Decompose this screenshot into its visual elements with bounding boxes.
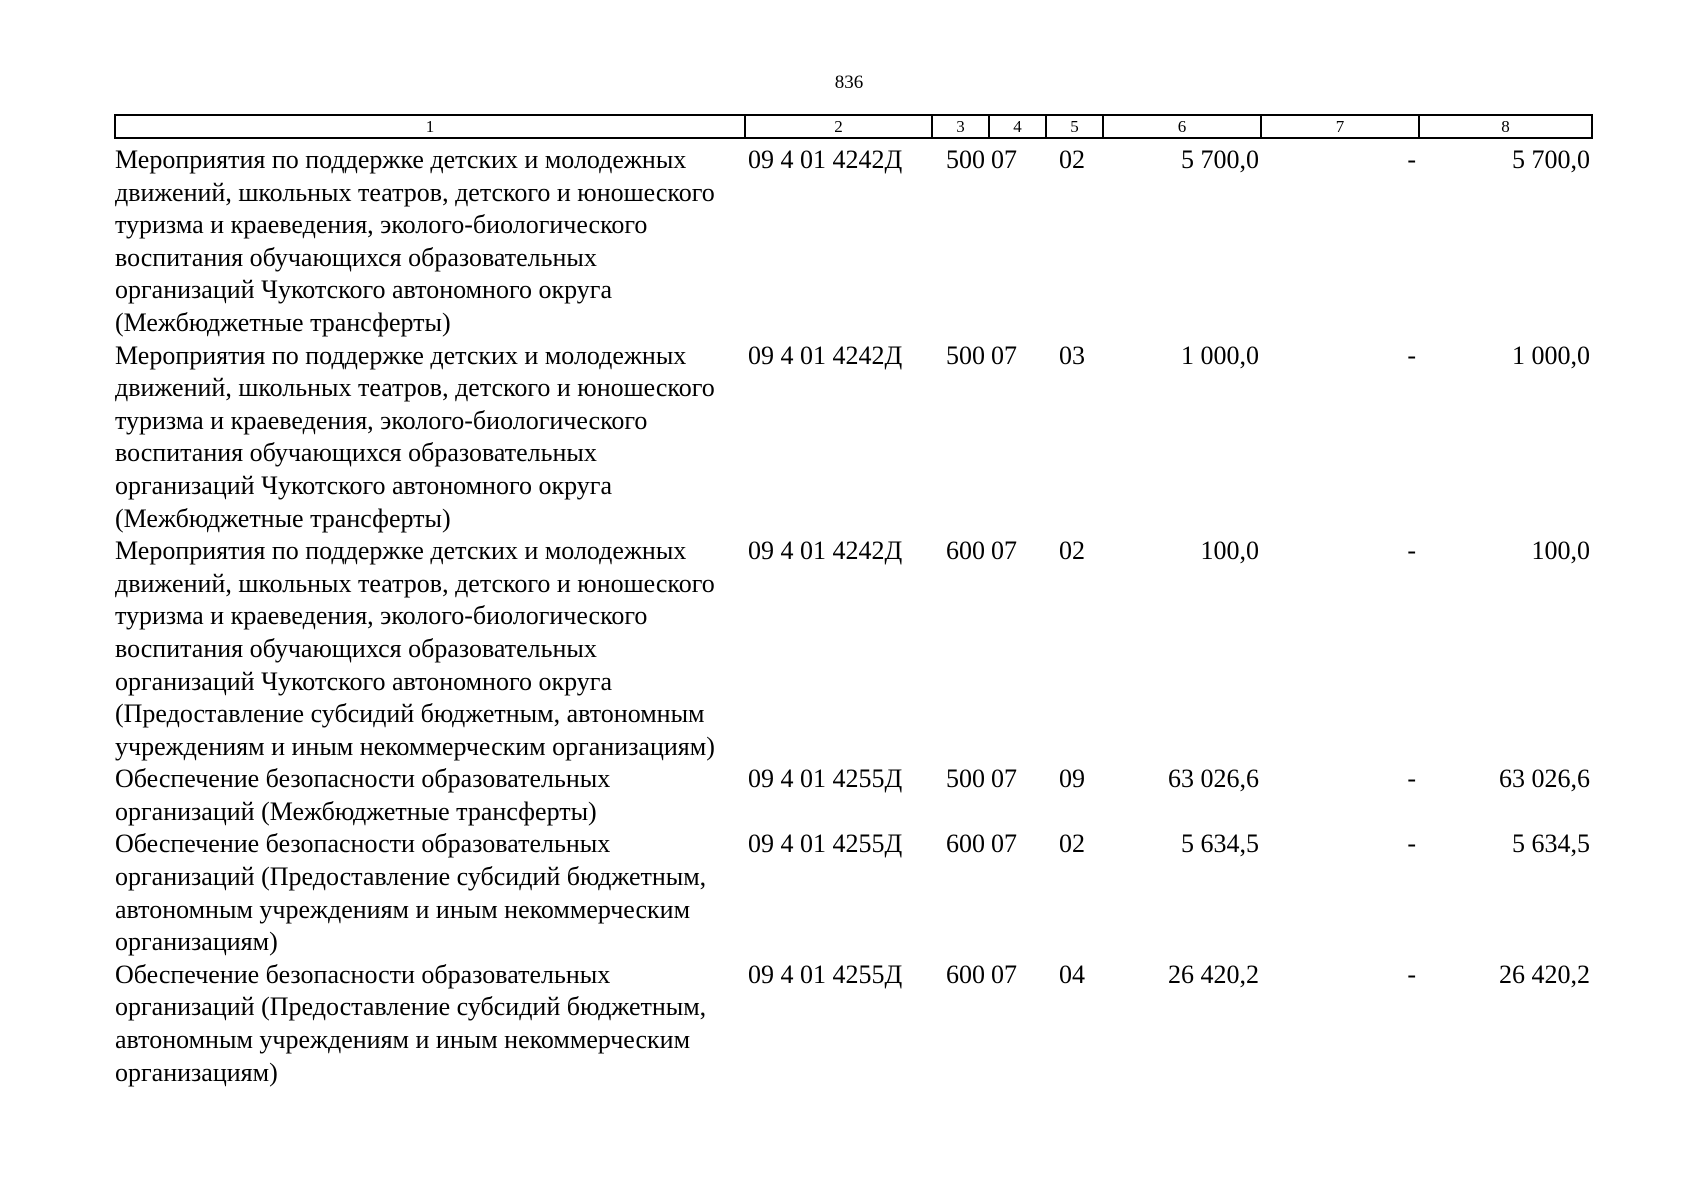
table-row	[115, 138, 1592, 340]
row-col-5: 04	[1059, 959, 1085, 989]
row-col-4: 07	[991, 764, 1017, 794]
row-col-7: -	[1407, 340, 1416, 370]
row-col-5: 02	[1059, 829, 1085, 859]
row-col-4: 07	[991, 536, 1017, 566]
row-col-8: 100,0	[1531, 536, 1590, 566]
row-col-4: 07	[991, 959, 1017, 989]
row-code: 09 4 01 4242Д	[748, 340, 903, 370]
row-code: 09 4 01 4255Д	[748, 764, 903, 794]
row-col-6: 5 700,0	[1181, 145, 1259, 174]
table-row	[115, 535, 1592, 763]
row-col-5: 09	[1059, 764, 1085, 794]
row-description: Мероприятия по поддержке детских и молодежных движений, школьных театров, детского и юношеского туризма и краеведения, эколого-биологического воспитания обучающихся образовательных организаций Чукотского автономного округа (Межбюджетные трансферты)	[115, 340, 715, 533]
row-col-8: 5 634,5	[1512, 829, 1590, 859]
header-cell-1: 1	[115, 115, 745, 138]
row-col-3: 500	[946, 764, 985, 794]
table-row	[115, 340, 1592, 536]
header-cell-6: 6	[1103, 115, 1261, 138]
row-col-5: 03	[1059, 340, 1085, 370]
row-description: Обеспечение безопасности образовательных организаций (Предоставление субсидий бюджетным, автономным учреждениям и иным некоммерческим организациям)	[115, 829, 707, 957]
row-col-7: -	[1407, 829, 1416, 859]
row-code: 09 4 01 4255Д	[748, 959, 903, 989]
header-cell-7: 7	[1261, 115, 1419, 138]
header-cell-8: 8	[1419, 115, 1592, 138]
row-col-3: 600	[946, 959, 985, 989]
row-col-3: 600	[946, 829, 985, 859]
row-col-6: 63 026,6	[1168, 764, 1259, 794]
header-cell-3: 3	[932, 115, 989, 138]
row-col-8: 5 700,0	[1512, 145, 1590, 174]
row-code: 09 4 01 4242Д	[748, 536, 903, 566]
row-col-8: 63 026,6	[1499, 764, 1590, 794]
row-col-3: 600	[946, 536, 985, 566]
row-description: Мероприятия по поддержке детских и молодежных движений, школьных театров, детского и юношеского туризма и краеведения, эколого-биологического воспитания обучающихся образовательных организаций Чукотского автономного округа (Предоставление субсидий бюджетным, автономным учреждениям и иным некоммерческим организациям)	[115, 536, 715, 761]
row-code: 09 4 01 4255Д	[748, 829, 903, 859]
row-col-8: 1 000,0	[1512, 340, 1590, 370]
row-col-6: 26 420,2	[1168, 959, 1259, 989]
row-col-3: 500	[946, 340, 985, 370]
row-col-6: 5 634,5	[1181, 829, 1259, 859]
row-description: Обеспечение безопасности образовательных организаций (Предоставление субсидий бюджетным, автономным учреждениям и иным некоммерческим организациям)	[115, 959, 707, 1087]
row-col-6: 1 000,0	[1181, 340, 1259, 370]
row-col-6: 100,0	[1200, 536, 1259, 566]
table-header	[115, 115, 1592, 138]
row-col-7: -	[1407, 764, 1416, 794]
row-col-7: -	[1407, 959, 1416, 989]
row-col-3: 500	[946, 145, 985, 174]
page-number: 836	[834, 72, 864, 93]
table-body	[115, 138, 1592, 1089]
row-col-4: 07	[991, 829, 1017, 859]
row-col-7: -	[1407, 145, 1416, 174]
header-row	[115, 115, 1592, 138]
row-col-5: 02	[1059, 536, 1085, 566]
header-cell-5: 5	[1046, 115, 1103, 138]
budget-table	[114, 114, 1593, 1089]
row-code: 09 4 01 4242Д	[748, 145, 903, 174]
row-description: Мероприятия по поддержке детских и молодежных движений, школьных театров, детского и юношеского туризма и краеведения, эколого-биологического воспитания обучающихся образовательных организаций Чукотского автономного округа (Межбюджетные трансферты)	[115, 145, 715, 337]
header-cell-4: 4	[989, 115, 1046, 138]
row-col-4: 07	[991, 340, 1017, 370]
row-col-4: 07	[991, 145, 1017, 174]
table-row	[115, 959, 1592, 1089]
row-col-5: 02	[1059, 145, 1085, 174]
header-cell-2: 2	[745, 115, 932, 138]
table-row	[115, 763, 1592, 828]
row-col-7: -	[1407, 536, 1416, 566]
row-col-8: 26 420,2	[1499, 959, 1590, 989]
row-description: Обеспечение безопасности образовательных организаций (Межбюджетные трансферты)	[115, 764, 611, 826]
table-row	[115, 828, 1592, 958]
